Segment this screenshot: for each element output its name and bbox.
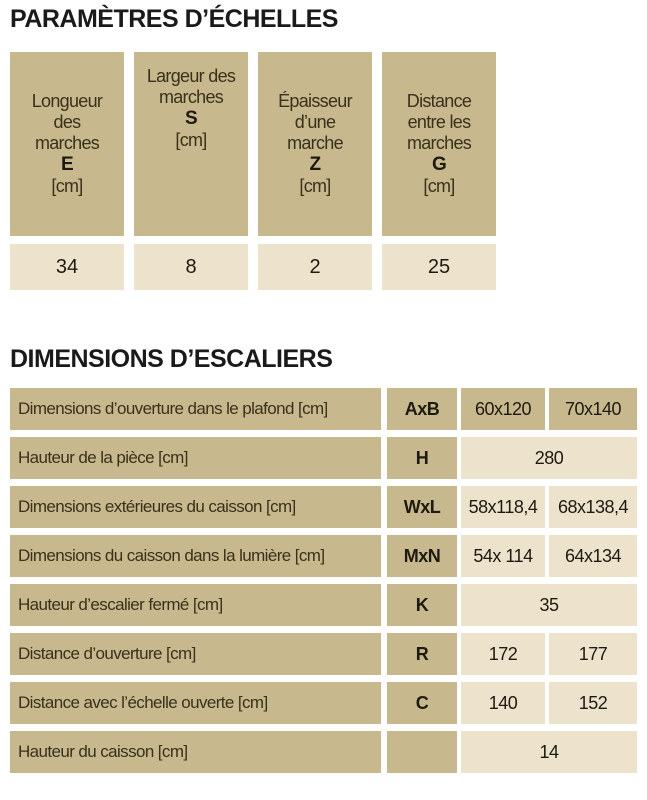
row-label: Distance avec l’échelle ouverte [cm] (10, 682, 381, 724)
row-symbol (387, 731, 457, 773)
param-unit: [cm] (423, 176, 455, 196)
param-unit: [cm] (51, 176, 83, 196)
table-row (10, 584, 637, 626)
value-cell: 280 (461, 437, 637, 479)
header-line: Distance (406, 91, 472, 111)
param-symbol: Z (309, 154, 321, 175)
param-column-width (134, 52, 248, 278)
table-row (10, 682, 637, 724)
header-line: marches (34, 133, 100, 153)
row-label: Dimensions d’ouverture dans le plafond [cm] (10, 388, 381, 430)
row-symbol: R (387, 633, 457, 675)
value-cell: 177 (549, 633, 637, 675)
row-label: Hauteur de la pièce [cm] (10, 437, 381, 479)
ladder-params-title: PARAMÈTRES D’ÉCHELLES (10, 5, 338, 33)
param-value: 34 (10, 244, 124, 290)
value-cell: 68x138,4 (549, 486, 637, 528)
row-label: Hauteur du caisson [cm] (10, 731, 381, 773)
table-row (10, 486, 637, 528)
param-header (10, 52, 124, 236)
table-row (10, 437, 637, 479)
table-row (10, 731, 637, 773)
value-cell: 152 (549, 682, 637, 724)
row-symbol: K (387, 584, 457, 626)
ladder-params-table (10, 52, 636, 290)
value-cell: 140 (461, 682, 545, 724)
row-label: Hauteur d’escalier fermé [cm] (10, 584, 381, 626)
row-label: Dimensions extérieures du caisson [cm] (10, 486, 381, 528)
param-value: 2 (258, 244, 372, 290)
param-column-length (10, 52, 124, 278)
value-cell: 58x118,4 (461, 486, 545, 528)
table-row (10, 388, 637, 430)
value-cell: 70x140 (549, 388, 637, 430)
header-line: marches (406, 133, 472, 153)
param-header (134, 52, 248, 236)
row-label: Distance d’ouverture [cm] (10, 633, 381, 675)
param-unit: [cm] (175, 130, 207, 150)
value-cell: 64x134 (549, 535, 637, 577)
header-line: marche (287, 133, 343, 153)
table-row (10, 535, 637, 577)
header-line: des (53, 112, 81, 132)
value-cell: 14 (461, 731, 637, 773)
row-symbol: C (387, 682, 457, 724)
param-header (382, 52, 496, 236)
value-cell: 54x 114 (461, 535, 545, 577)
row-symbol: AxB (387, 388, 457, 430)
param-symbol: G (431, 154, 447, 175)
row-symbol: WxL (387, 486, 457, 528)
param-value: 8 (134, 244, 248, 290)
param-column-thickness (258, 52, 372, 278)
header-line: marches (158, 87, 224, 107)
header-line: entre les (407, 112, 471, 132)
value-cell: 35 (461, 584, 637, 626)
header-line: d’une (294, 112, 336, 132)
row-symbol: H (387, 437, 457, 479)
param-symbol: S (185, 108, 197, 129)
header-line: Épaisseur (278, 91, 352, 111)
param-symbol: E (61, 154, 73, 175)
param-value: 25 (382, 244, 496, 290)
stair-dims-title: DIMENSIONS D’ESCALIERS (10, 345, 333, 373)
param-unit: [cm] (299, 176, 331, 196)
value-cell: 172 (461, 633, 545, 675)
value-cell: 60x120 (461, 388, 545, 430)
header-line: Longueur (31, 91, 103, 111)
header-line: Largeur des (146, 66, 236, 86)
row-symbol: MxN (387, 535, 457, 577)
param-column-distance (382, 52, 496, 278)
param-header (258, 52, 372, 236)
row-label: Dimensions du caisson dans la lumière [cm] (10, 535, 381, 577)
table-row (10, 633, 637, 675)
